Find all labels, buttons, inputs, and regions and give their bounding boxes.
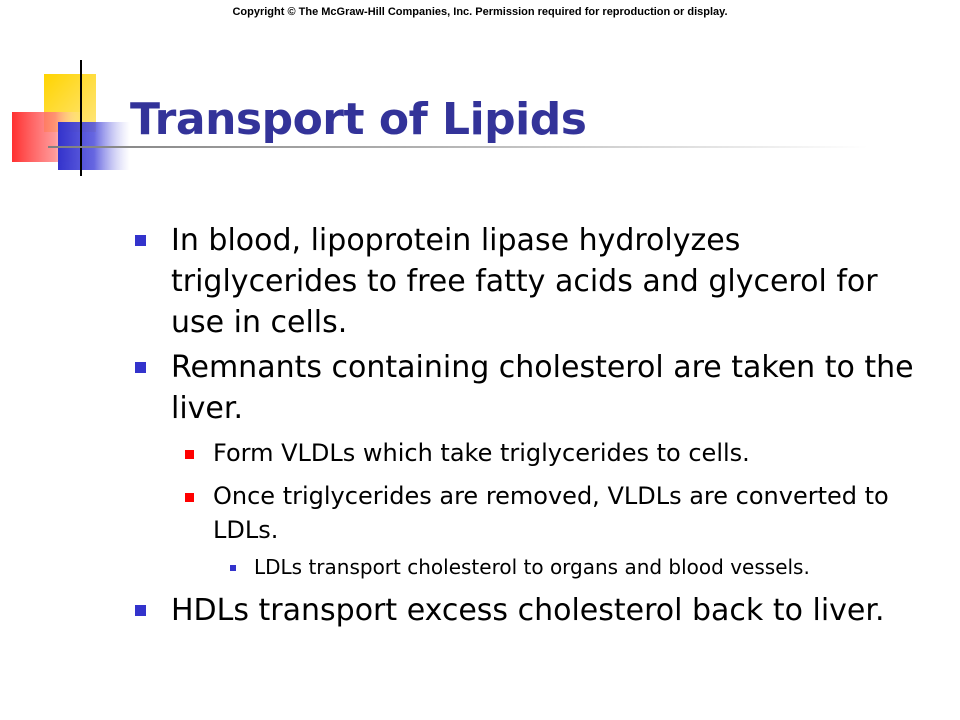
bullet-item: Remnants containing cholesterol are taken to the liver.	[171, 347, 931, 429]
sub-bullet-item: Once triglycerides are removed, VLDLs are converted to LDLs.	[213, 479, 913, 547]
square-bullet-icon	[185, 450, 194, 459]
square-bullet-icon	[230, 565, 236, 571]
sub-bullet-item: Form VLDLs which take triglycerides to cells.	[213, 436, 913, 470]
slide-title: Transport of Lipids	[130, 94, 587, 145]
copyright-notice: Copyright © The McGraw-Hill Companies, Inc. Permission required for reproduction or display.	[232, 6, 728, 18]
sub-sub-bullet-item: LDLs transport cholesterol to organs and blood vessels.	[254, 553, 934, 581]
bullet-item: In blood, lipoprotein lipase hydrolyzes triglycerides to free fatty acids and glycerol for use in cells.	[171, 220, 931, 343]
square-bullet-icon	[135, 605, 146, 616]
title-underline	[48, 146, 868, 148]
square-bullet-icon	[185, 493, 194, 502]
bullet-item: HDLs transport excess cholesterol back to liver.	[171, 590, 931, 631]
square-bullet-icon	[135, 362, 146, 373]
square-bullet-icon	[135, 235, 146, 246]
